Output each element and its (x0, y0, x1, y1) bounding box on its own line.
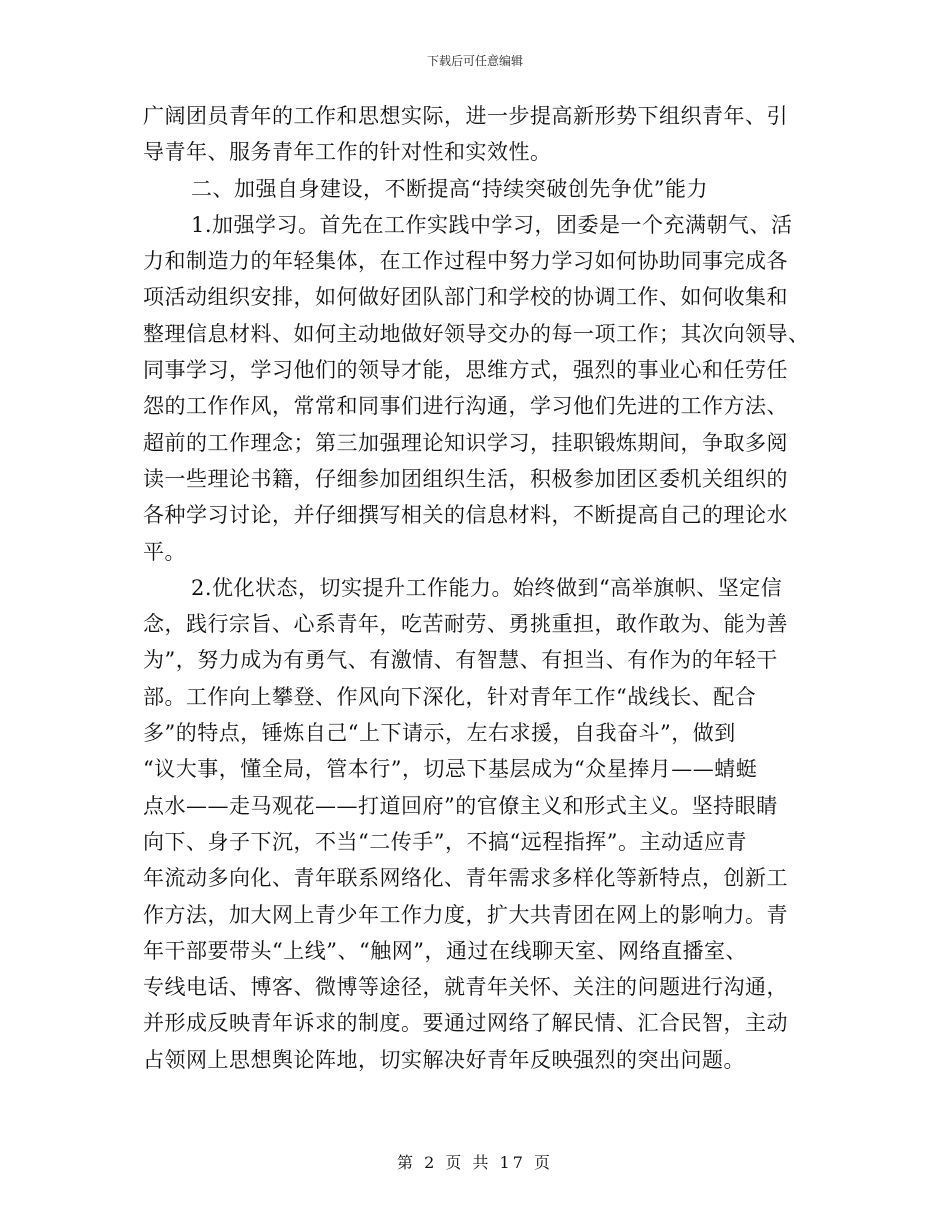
body-line: 念，践行宗旨、心系青年，吃苦耐劳、勇挑重担，敢作敢为、能为善 (143, 612, 788, 637)
body-line: 导青年、服务青年工作的针对性和实效性。 (143, 140, 552, 165)
body-line: 为”，努力成为有勇气、有激情、有智慧、有担当、有作为的年轻干 (143, 648, 778, 673)
body-line: 读一些理论书籍，仔细参加团组织生活，积极参加团区委机关组织的 (143, 466, 788, 491)
body-line: 向下、身子下沉，不当“二传手”，不搞“远程指挥”。主动适应青 (143, 829, 747, 854)
body-line: 怨的工作作风，常常和同事们进行沟通，学习他们先进的工作方法、 (143, 394, 788, 419)
body-line: 整理信息材料、如何主动地做好领导交办的每一项工作；其次向领导、 (143, 321, 810, 346)
section-heading: 二、加强自身建设，不断提高“持续突破创先争优”能力 (191, 176, 708, 201)
body-line: 年流动多向化、青年联系网络化、青年需求多样化等新特点，创新工 (143, 866, 788, 891)
body-line: 力和制造力的年轻集体，在工作过程中努力学习如何协助同事完成各 (143, 249, 788, 274)
body-line: 超前的工作理念；第三加强理论知识学习，挂职锻炼期间，争取多阅 (143, 430, 788, 455)
body-line: 点水——走马观花——打道回府”的官僚主义和形式主义。坚持眼睛 (143, 793, 778, 818)
body-line: 年干部要带头“上线”、“触网”，通过在线聊天室、网络直播室、 (143, 938, 747, 963)
body-line: 2.优化状态，切实提升工作能力。始终做到“高举旗帜、坚定信 (191, 575, 783, 600)
body-line: 项活动组织安排，如何做好团队部门和学校的协调工作、如何收集和 (143, 285, 788, 310)
body-line: 部。工作向上攀登、作风向下深化，针对青年工作“战线长、配合 (143, 684, 757, 709)
page-header-note: 下载后可任意编辑 (426, 54, 523, 68)
body-line: 各种学习讨论，并仔细撰写相关的信息材料，不断提高自己的理论水 (143, 503, 788, 528)
body-line: 专线电话、博客、微博等途径，就青年关怀、关注的问题进行沟通， (143, 975, 788, 1000)
body-line: 同事学习，学习他们的领导才能，思维方式，强烈的事业心和任劳任 (143, 358, 788, 383)
body-line: 1.加强学习。首先在工作实践中学习，团委是一个充满朝气、活 (191, 212, 793, 237)
body-line: 多”的特点，锤炼自己“上下请示，左右求援，自我奋斗”，做到 (143, 721, 736, 746)
body-line: 平。 (143, 539, 186, 564)
body-line: 广阔团员青年的工作和思想实际，进一步提高新形势下组织青年、引 (143, 104, 788, 128)
body-line: 作方法，加大网上青少年工作力度，扩大共青团在网上的影响力。青 (143, 902, 788, 927)
document-body (143, 98, 813, 1078)
body-line: 占领网上思想舆论阵地，切实解决好青年反映强烈的突出问题。 (143, 1047, 745, 1072)
body-line: 并形成反映青年诉求的制度。要通过网络了解民情、汇合民智，主动 (143, 1011, 788, 1036)
body-line: “议大事，懂全局，管本行”，切忌下基层成为“众星捧月——蜻蜓 (143, 757, 758, 782)
page-number: 第 2 页 共 17 页 (397, 1153, 553, 1172)
